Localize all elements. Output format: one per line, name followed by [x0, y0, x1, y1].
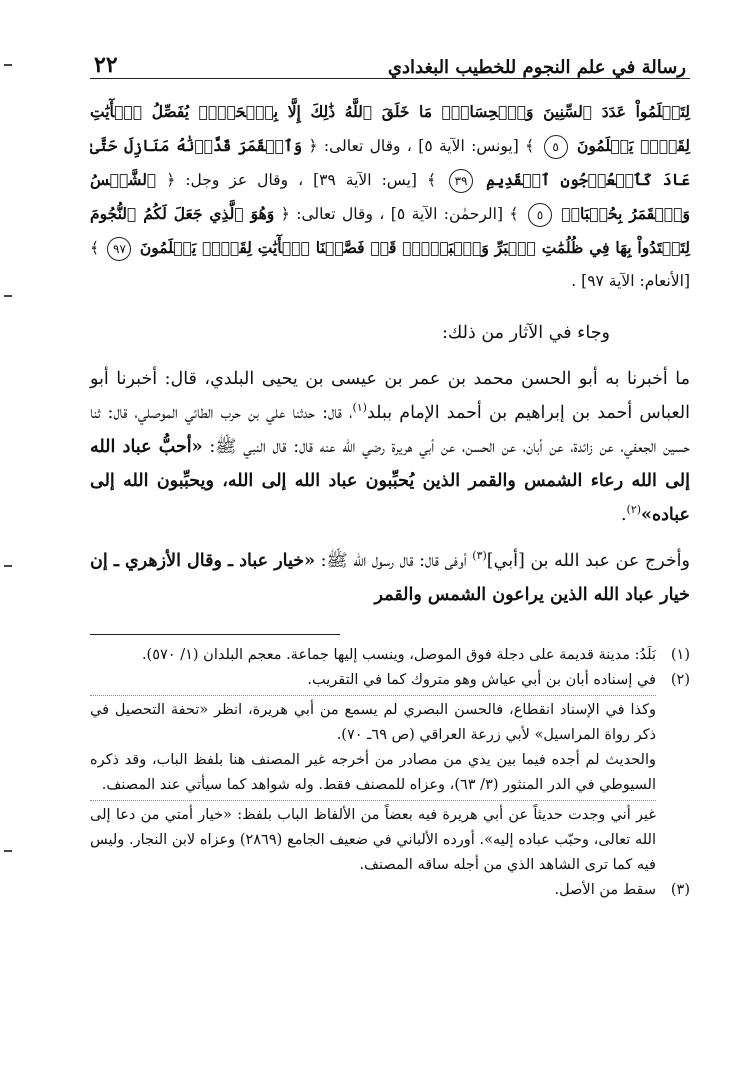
quran-ayah-4: وَهُوَ ٱلَّذِي جَعَلَ لَكُمُ ٱلنُّجُومَ لِتَهۡتَدُواْ بِهَا فِي ظُلُمَٰتِ ٱلۡبَرِّ وَٱلۡبَحۡرِۗ قَدۡ فَصَّلۡنَا ٱلۡأٓيَٰتِ لِقَوۡمٖ يَعۡلَمُونَ [90, 204, 691, 257]
sentence-end: . [620, 505, 627, 525]
narration-text: ، قال: حدثنا علي بن حرب الطائي الموصلي، قال: ثنا حسين الجعفي، عن زائدة، عن أبان، عن الحسن، عن أبي هريرة رضي الله عنه قال: قال النبي ﷺ: [90, 403, 690, 457]
footnote-text: في إسناده أبان بن أبي عياش وهو متروك كما في التقريب. [307, 672, 656, 688]
verse-reference: ﴾ [يس: الآية ٣٩] ، وقال عز وجل: ﴿ [166, 171, 437, 189]
quran-ayah-2: وَٱلۡقَمَرَ قَدَّرۡنَٰهُ مَنَازِلَ حَتَّىٰ عَادَ كَٱلۡعُرۡجُونِ ٱلۡقَدِيمِ [90, 136, 690, 189]
footnote-body [90, 643, 656, 668]
verse-reference: ﴾ [الرحمٰن: الآية ٥] ، وقال تعالى: ﴿ [280, 205, 519, 223]
page-header [90, 40, 690, 79]
narration-text: ما أخبرنا به أبو الحسن محمد بن عمر بن عيسى بن يحيى البلدي، قال: أخبرنا أبو العباس أحمد بن إبراهيم بن أحمد الإمام ببلد [90, 369, 690, 423]
footnote-body [90, 668, 656, 878]
quran-verses [90, 95, 690, 298]
paragraph-narration-2 [90, 544, 690, 612]
hadith-text: «أحبُّ عباد الله إلى الله رعاء الشمس والقمر الذين يُحبِّبون عباد الله إلى الله، ويحبِّبون الله إلى عباده» [90, 437, 690, 525]
running-title: رسالة في علم النجوم للخطيب البغدادي [387, 57, 686, 78]
ayah-number-marker: ٥ [528, 203, 552, 227]
footnote-number: (١) [670, 647, 690, 663]
narration-text: أوفى قال: قال رسول الله ﷺ: [320, 551, 473, 571]
margin-tick [4, 295, 12, 297]
footnote-number: (٢) [670, 672, 690, 688]
quran-ayah-3: ٱلشَّمۡسُ وَٱلۡقَمَرُ بِحُسۡبَانٖ [90, 170, 690, 223]
hadith-text: «خيار عباد ـ وقال الأزهري ـ إن خيار عباد الله الذين يراعون الشمس والقمر [90, 551, 690, 605]
narration-text: وأخرج عن عبد الله بن [أبي] [486, 551, 690, 571]
footnote-text: والحديث لم أجده فيما بين يدي من مصادر من أخرجه غير المصنف هنا بلفظ الباب، وقد ذكره السيوطي في الدر المنثور (٣/ ٦٣)، وعزاه للمصنف فقط. وله شواهد كما سيأتي عند المصنف. [90, 752, 656, 793]
section-intro: وجاء في الآثار من ذلك: [442, 323, 610, 343]
margin-tick [4, 64, 12, 66]
footnote-text: سقط من الأصل. [554, 882, 656, 898]
ayah-number-marker: ٩٧ [107, 237, 131, 261]
footnotes [90, 643, 690, 903]
footnote-ref-2: (٢) [626, 503, 642, 517]
footnote-separator [90, 800, 656, 801]
footnote-number: (٣) [670, 882, 690, 898]
footnote-ref-1: (١) [352, 401, 367, 415]
book-page [90, 40, 690, 1050]
ayah-number-marker: ٥ [544, 135, 568, 159]
ayah-number-marker: ٣٩ [449, 169, 473, 193]
footnote-divider [90, 634, 340, 635]
main-text [90, 95, 690, 612]
footnote-text: وكذا في الإسناد انقطاع، فالحسن البصري لم يسمع من أبي هريرة، انظر «تحفة التحصيل في ذكر رواة المراسيل» لأبي زرعة العراقي (ص ٦٩ـ ٧٠). [90, 702, 656, 743]
footnote-body [90, 878, 656, 903]
margin-tick [4, 565, 12, 567]
margin-tick [4, 850, 12, 852]
footnote-ref-3: (٣) [472, 549, 487, 563]
paragraph-narration-1 [90, 362, 690, 532]
quran-ayah-1: لِتَعۡلَمُواْ عَدَدَ ٱلسِّنِينَ وَٱلۡحِسَابَۚ مَا خَلَقَ ٱللَّهُ ذَٰلِكَ إِلَّا بِٱلۡحَقِّۚ يُفَصِّلُ ٱلۡأٓيَٰتِ لِقَوۡمٖ يَعۡلَمُونَ [90, 102, 690, 155]
page-number: ٢٢ [94, 52, 118, 78]
verse-reference: ﴾ [يونس: الآية ٥] ، وقال تعالى: ﴿ [308, 137, 535, 155]
verse-reference: ﴾ [الأنعام: الآية ٩٧] . [90, 239, 690, 290]
footnote-separator [90, 695, 656, 696]
footnote-1 [90, 643, 690, 668]
footnote-text: بَلَدُ: مدينة قديمة على دجلة فوق الموصل، وينسب إليها جماعة. معجم البلدان (١/ ٥٧٠). [141, 647, 656, 663]
footnote-2 [90, 668, 690, 878]
footnote-text: غير أني وجدت حديثاً عن أبي هريرة فيه بعضاً من الألفاظ الباب بلفظ: «خيار أمتي من دعا إلى الله تعالى، وحبّب عباده إليه». أورده الألباني في ضعيف الجامع (٢٨٦٩) وعزاه لابن النجار. وليس فيه كما ترى الشاهد الذي من أجله ساقه المصنف. [90, 807, 656, 873]
footnote-3 [90, 878, 690, 903]
